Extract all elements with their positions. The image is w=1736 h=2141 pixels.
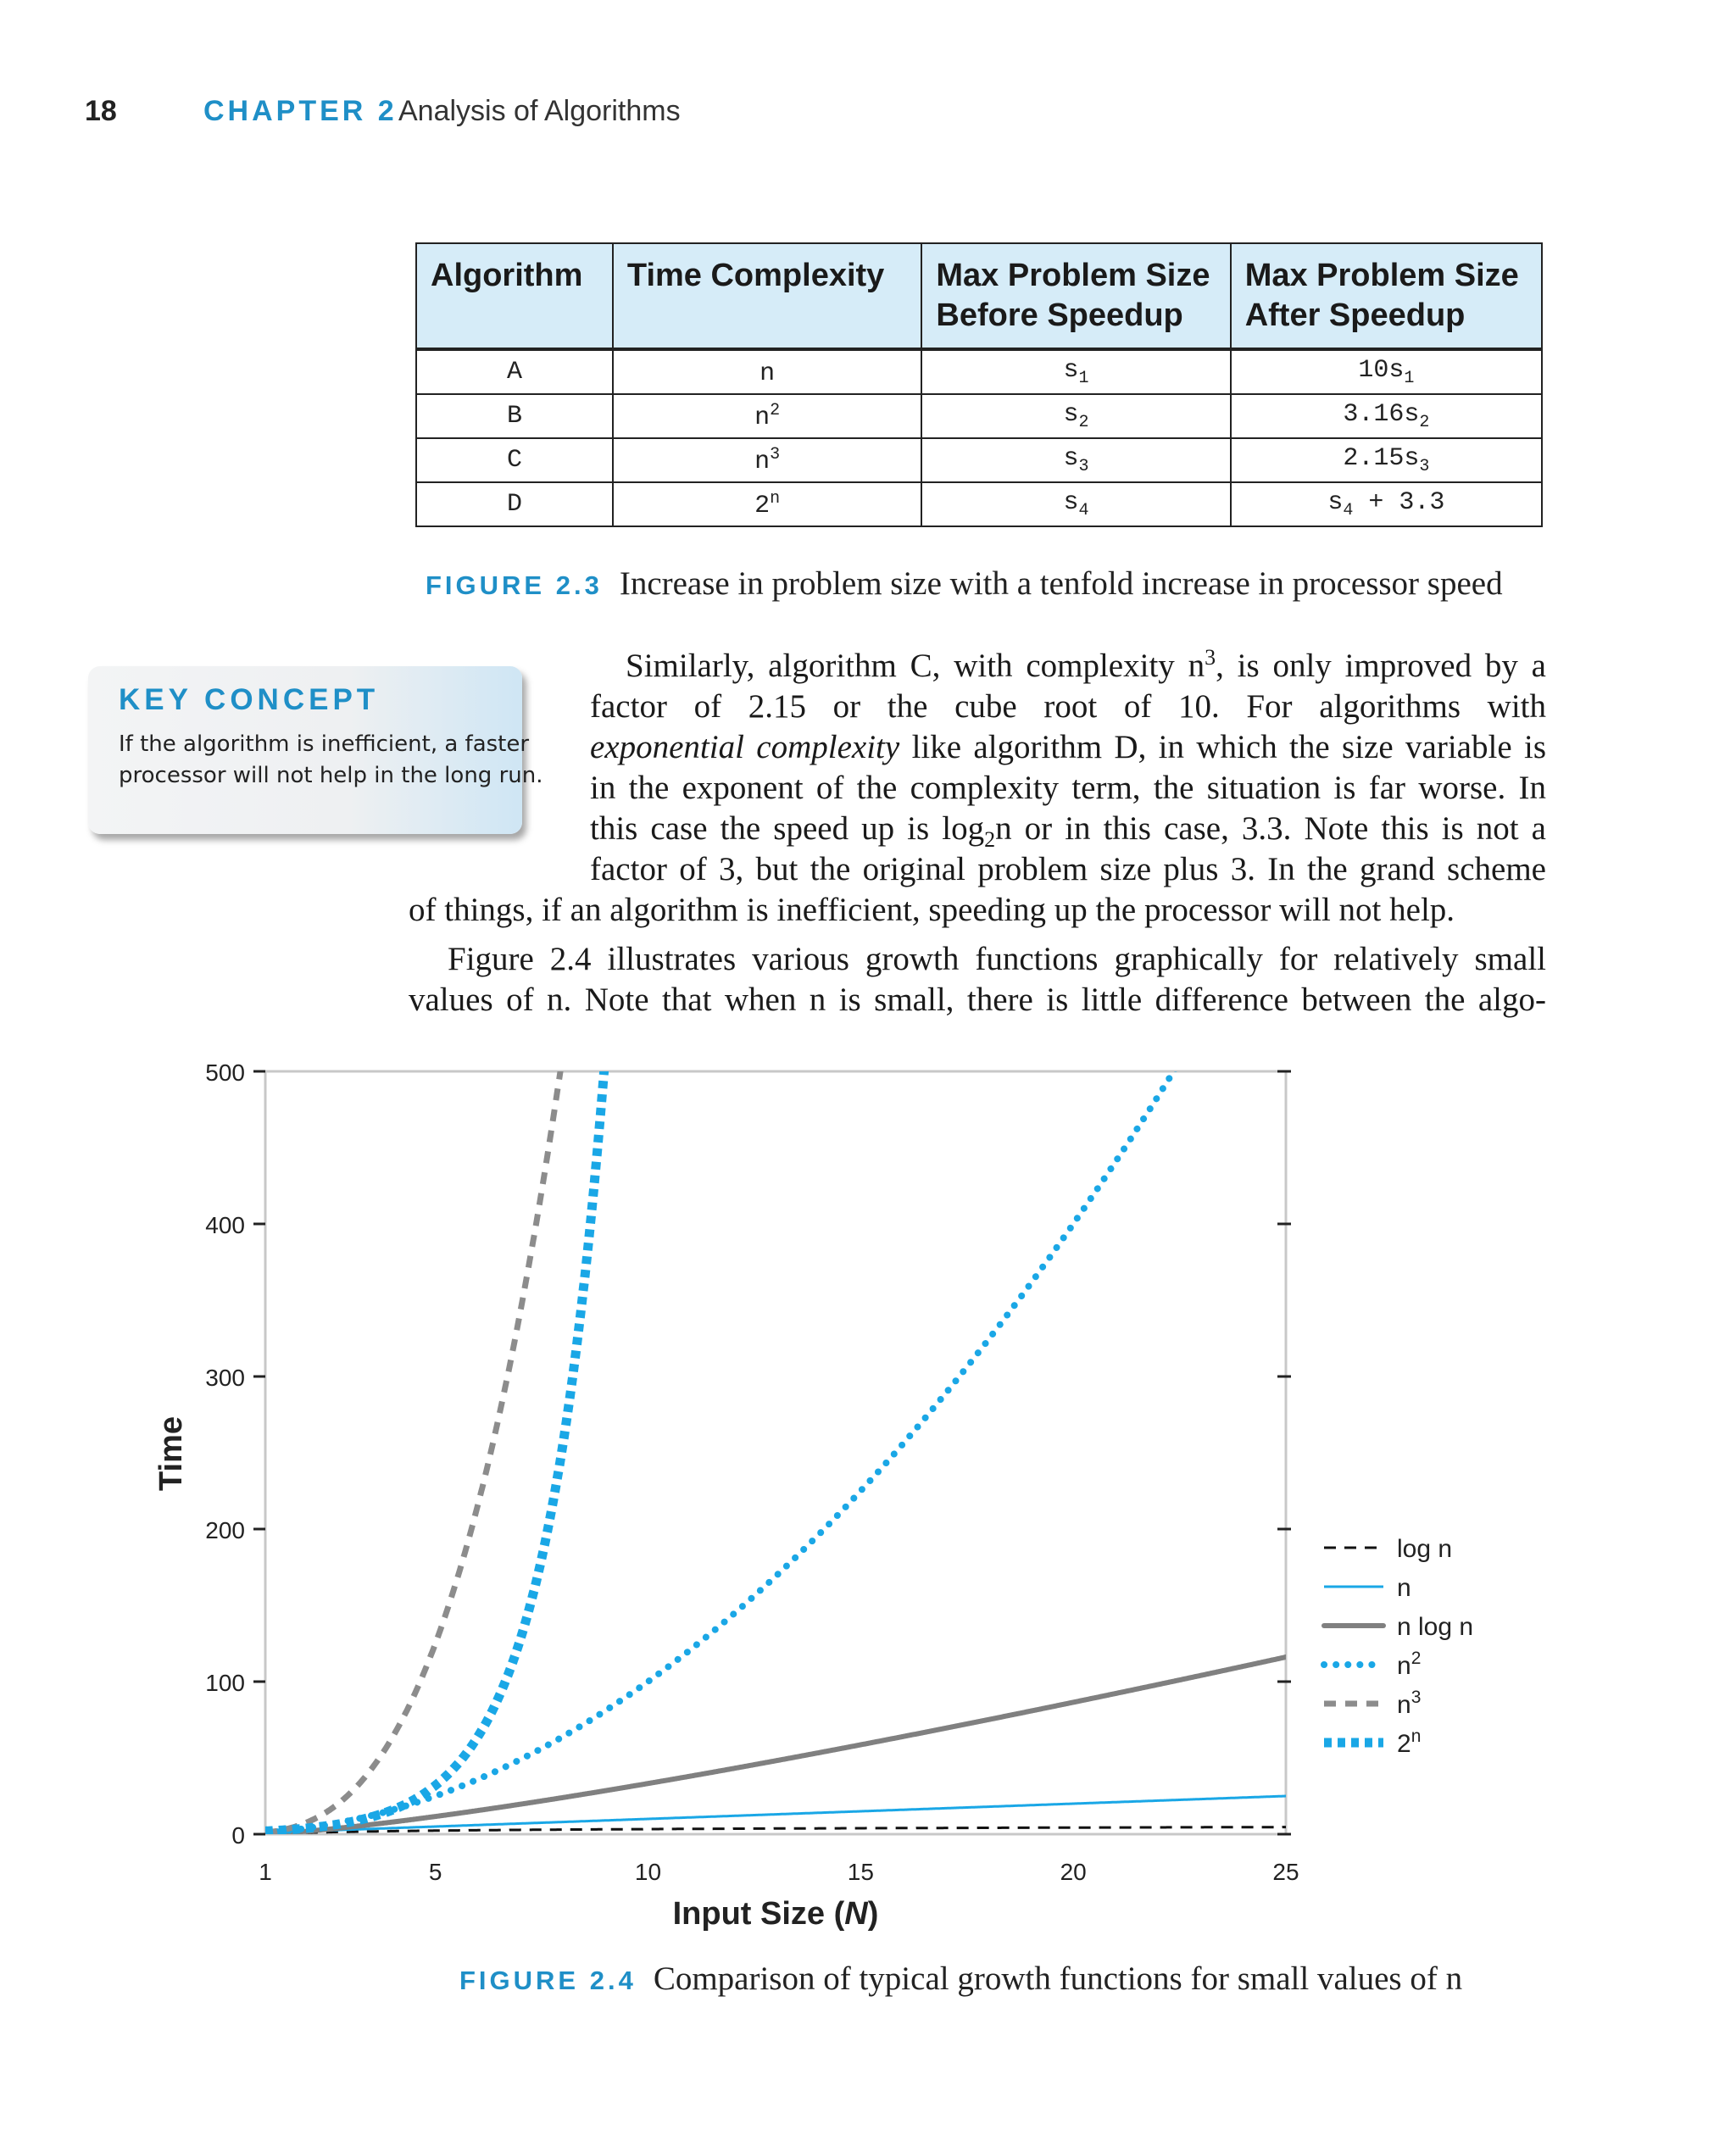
cell-before: $s_2$	[921, 394, 1230, 438]
table-row	[416, 438, 1542, 482]
chapter-title: Analysis of Algorithms	[398, 95, 681, 127]
table-row	[416, 394, 1542, 438]
key-concept-box	[88, 666, 543, 834]
table-header-row	[416, 243, 1542, 348]
cell-complexity: n	[613, 350, 921, 394]
table-row	[416, 350, 1542, 394]
figure-2-4-caption: FIGURE 2.4 Comparison of typical growth functions for small values of n	[459, 1960, 1463, 1997]
problem-size-table	[415, 242, 1543, 527]
figure-2-3-label: FIGURE 2.3	[426, 570, 603, 600]
figure-2-4-label: FIGURE 2.4	[459, 1966, 637, 1995]
page-number: 18	[85, 95, 117, 127]
x-tick-label: 10	[634, 1859, 662, 1885]
cell-before: $s_1$	[921, 350, 1230, 394]
legend-label: log n	[1397, 1535, 1453, 1563]
legend-label: $n^2$	[1397, 1649, 1422, 1680]
cell-after: $10s_1$	[1231, 350, 1542, 394]
x-tick-label: 25	[1272, 1859, 1299, 1885]
legend-label: n	[1397, 1574, 1411, 1602]
x-tick-label: 20	[1060, 1859, 1087, 1885]
cell-complexity: 2$^n$	[613, 482, 921, 526]
x-tick-label: 15	[847, 1859, 874, 1885]
cell-after: $s_4 + 3.3$	[1231, 482, 1542, 526]
col-before-speedup: Max Problem Size Before Speedup	[921, 243, 1230, 348]
x-axis-label: Input Size (N)	[672, 1896, 879, 1932]
cell-algorithm: D	[416, 482, 613, 526]
cell-complexity: $n^3$	[613, 438, 921, 482]
col-time-complexity: Time Complexity	[613, 243, 921, 348]
cell-after: $3.16s_2$	[1231, 394, 1542, 438]
y-tick-label: 300	[205, 1365, 245, 1391]
y-tick-label: 200	[205, 1517, 245, 1543]
cell-complexity: $n^2$	[613, 394, 921, 438]
col-algorithm: Algorithm	[416, 243, 613, 348]
series-line-n3	[265, 1051, 566, 1832]
cell-algorithm: C	[416, 438, 613, 482]
cell-algorithm: B	[416, 394, 613, 438]
cell-after: $2.15s_3$	[1231, 438, 1542, 482]
paragraph-1-last-line: of things, if an algorithm is inefficient, speeding up the processor will not help.	[409, 892, 1455, 928]
cell-algorithm: A	[416, 350, 613, 394]
series-line-nlog2n	[265, 1657, 1286, 1834]
table-row	[416, 482, 1542, 526]
key-concept-title: KEY CONCEPT	[119, 683, 380, 716]
y-tick-label: 400	[205, 1212, 245, 1238]
cell-before: $s_3$	[921, 438, 1230, 482]
y-tick-label: 500	[205, 1059, 245, 1086]
cell-before: $s_4$	[921, 482, 1230, 526]
legend-label: n log n	[1397, 1613, 1474, 1641]
figure-2-3-caption: FIGURE 2.3 Increase in problem size with a tenfold increase in processor speed	[426, 565, 1503, 602]
growth-functions-chart	[0, 1051, 1736, 1932]
y-tick-label: 0	[231, 1822, 245, 1849]
x-tick-label: 5	[428, 1859, 442, 1885]
plot-area-frame	[265, 1071, 1286, 1834]
legend-label: $n^3$	[1397, 1688, 1422, 1719]
legend-label: 2$^n$	[1397, 1727, 1422, 1758]
paragraph-2: Figure 2.4 illustrates various growth functions graphically for relatively small values of n. Note that when n is small, there is little difference between the algo-	[409, 941, 1546, 1018]
col-after-speedup: Max Problem Size After Speedup	[1231, 243, 1542, 348]
chapter-label: CHAPTER 2	[203, 95, 398, 127]
y-tick-label: 100	[205, 1670, 245, 1696]
series-line-2n	[265, 1051, 607, 1831]
x-tick-label: 1	[259, 1859, 272, 1885]
key-concept-text: If the algorithm is inefficient, a faster processor will not help in the long run.	[119, 731, 543, 788]
paragraph-1: Similarly, algorithm C, with complexity $n^3$, is only improved by a factor of 2.15 or the cube root of 10. For algorithms with exponential complexity like algorithm D, in which the size variable is in the exponent of the complexity term, the situation is far worse. In this case the speed up is $\log_2n$ or in this case, 3.3. Note this is not a factor of 3, but the original problem size plus 3. In the grand scheme	[590, 645, 1546, 887]
y-axis-label: Time	[153, 1415, 189, 1492]
